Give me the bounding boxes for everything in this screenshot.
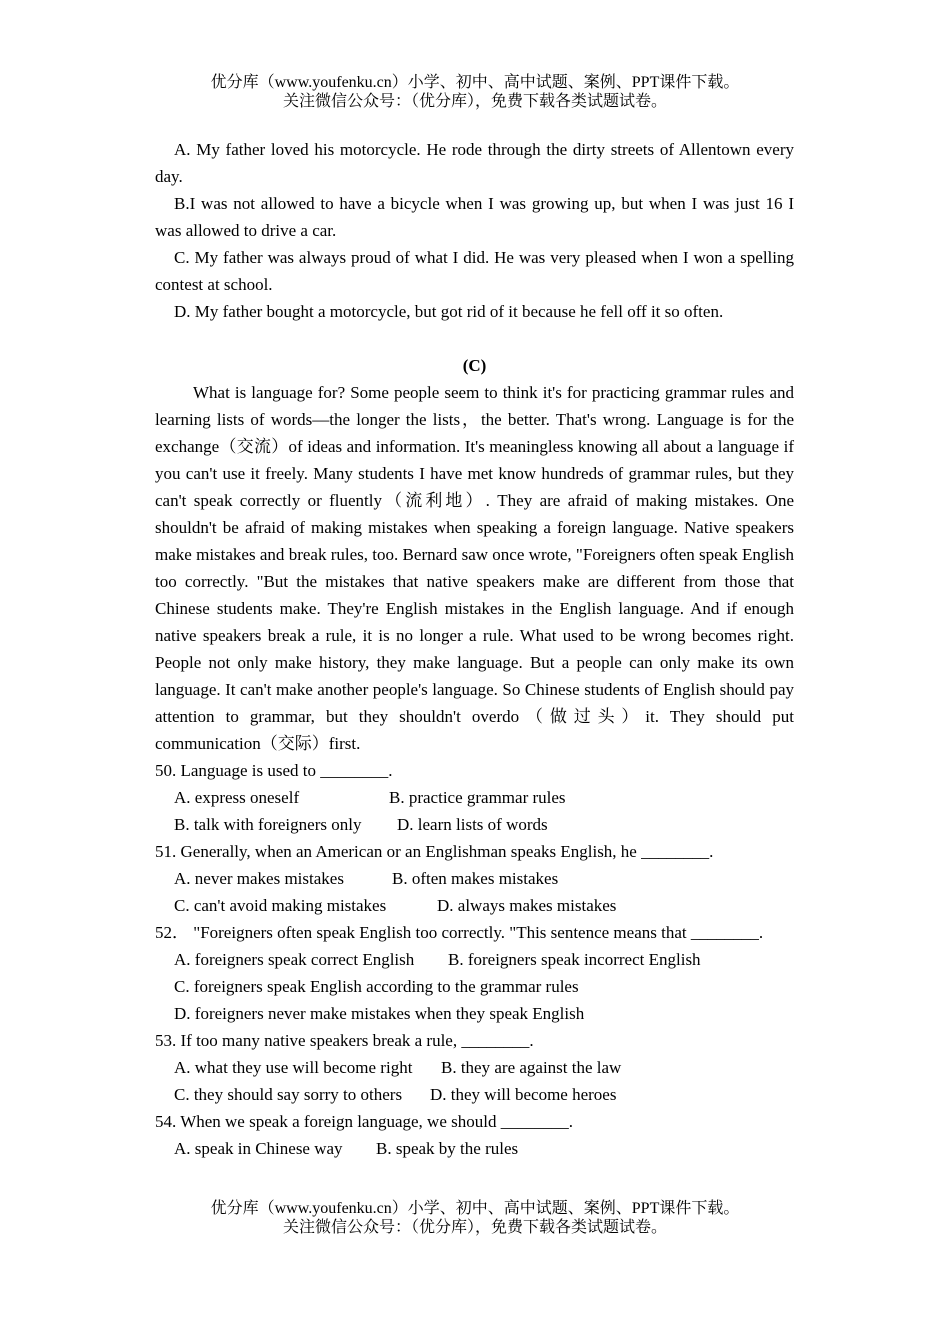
reading-passage: What is language for? Some people seem to think it's for practicing grammar rules and learning lists of words—the longer the lists，the better. That's wrong. Language is for the exchange（交流）of ideas and information. It's meaningless knowing all about a language if you can't use it freely. Many students I have met know hundreds of grammar rules, but they can't speak correctly or fluently（流利地）. They are afraid of making mistakes. One shouldn't be afraid of making mistakes when speaking a foreign language. Native speakers make mistakes and break rules, too. Bernard saw once wrote, "Foreigners often speak English too correctly. "But the mistakes that native speakers make are different from those that Chinese students make. They're English mistakes in the English language. And if enough native speakers break a rule, it is no longer a rule. What used to be wrong becomes right. People not only make history, they make language. But a people can only make its own language. It can't make another people's language. So Chinese students of English should pay attention to grammar, but they shouldn't overdo（做过头）it. They should put communication（交际）first.	[155, 383, 794, 753]
option-54-b: B. speak by the rules	[376, 1139, 519, 1158]
option-52-b: B. foreigners speak incorrect English	[448, 950, 701, 969]
option-row	[155, 1135, 794, 1162]
document-body	[155, 136, 794, 1162]
question-50: 50. Language is used to ________.	[155, 761, 393, 780]
option-52-c: C. foreigners speak English according to the grammar rules	[174, 977, 579, 996]
option-row	[155, 811, 794, 838]
question-52: 52． "Foreigners often speak English too correctly. "This sentence means that ________.	[155, 923, 764, 942]
option-51-d: D. always makes mistakes	[437, 896, 617, 915]
option-52-d: D. foreigners never make mistakes when they speak English	[174, 1004, 585, 1023]
prev-option-b: B.I was not allowed to have a bicycle when I was growing up, but when I was just 16 I was allowed to drive a car.	[155, 194, 794, 240]
option-row	[155, 892, 794, 919]
prev-option-a: A. My father loved his motorcycle. He rode through the dirty streets of Allentown every day.	[155, 140, 794, 186]
question-53: 53. If too many native speakers break a rule, ________.	[155, 1031, 534, 1050]
option-53-c: C. they should say sorry to others	[174, 1085, 403, 1104]
option-row	[155, 1081, 794, 1108]
option-50-b: B. practice grammar rules	[389, 788, 566, 807]
section-title: (C)	[462, 356, 487, 375]
option-51-b: B. often makes mistakes	[392, 869, 559, 888]
option-54-a: A. speak in Chinese way	[174, 1139, 343, 1158]
option-row	[155, 946, 794, 973]
option-row	[155, 1054, 794, 1081]
option-50-a: A. express oneself	[174, 788, 300, 807]
option-51-a: A. never makes mistakes	[174, 869, 344, 888]
footer-line-2: 关注微信公众号：（优分库），免费下载各类试题试卷。	[282, 1219, 667, 1236]
option-53-a: A. what they use will become right	[174, 1058, 413, 1077]
option-53-b: B. they are against the law	[441, 1058, 622, 1077]
option-row	[155, 865, 794, 892]
spacer	[155, 325, 794, 352]
header-line-2: 关注微信公众号：（优分库），免费下载各类试题试卷。	[282, 93, 667, 110]
header-line-1: 优分库（www.youfenku.cn）小学、初中、高中试题、案例、PPT课件下载。	[210, 74, 740, 91]
question-54: 54. When we speak a foreign language, we should ________.	[155, 1112, 573, 1131]
prev-option-d: D. My father bought a motorcycle, but got rid of it because he fell off it so often.	[174, 302, 724, 321]
option-50-d: D. learn lists of words	[397, 815, 548, 834]
option-53-d: D. they will become heroes	[430, 1085, 617, 1104]
footer-line-1: 优分库（www.youfenku.cn）小学、初中、高中试题、案例、PPT课件下载。	[210, 1200, 740, 1217]
question-51: 51. Generally, when an American or an Englishman speaks English, he ________.	[155, 842, 714, 861]
option-row	[155, 784, 794, 811]
option-51-c: C. can't avoid making mistakes	[174, 896, 387, 915]
prev-option-c: C. My father was always proud of what I did. He was very pleased when I won a spelling contest at school.	[155, 248, 794, 294]
option-50-c: B. talk with foreigners only	[174, 815, 362, 834]
page-footer	[0, 1199, 950, 1237]
option-52-a: A. foreigners speak correct English	[174, 950, 415, 969]
page-header	[0, 73, 950, 111]
